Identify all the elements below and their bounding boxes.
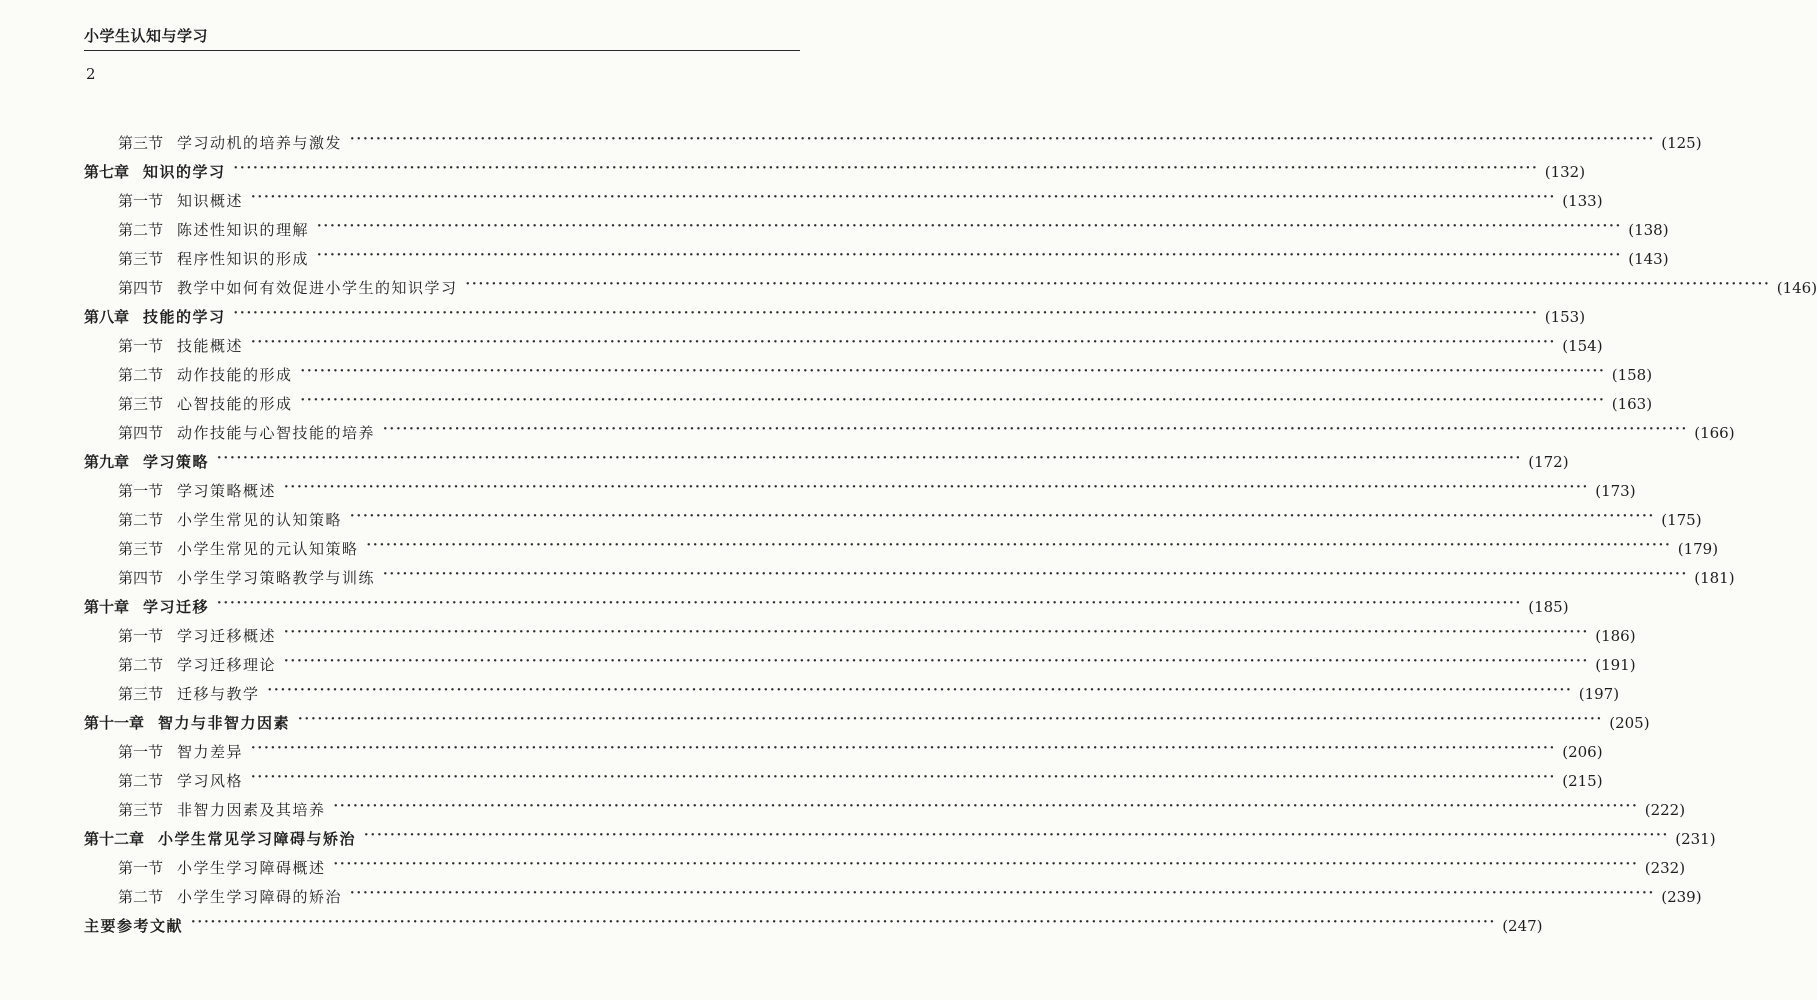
toc-section-row xyxy=(84,472,1636,501)
section-number: 第一节 xyxy=(118,627,164,645)
section-title: 知识概述 xyxy=(177,192,244,210)
dot-leader: ········································································································································································································ xyxy=(333,799,1639,814)
section-number: 第三节 xyxy=(118,250,164,268)
toc-section-row xyxy=(84,646,1636,675)
page-reference: (132) xyxy=(1544,163,1586,181)
section-number: 第二节 xyxy=(118,888,164,906)
dot-leader: ········································································································································································································ xyxy=(298,712,1604,727)
toc-section-row xyxy=(84,675,1620,704)
toc-chapter-row xyxy=(84,820,1716,849)
section-title: 小学生学习障碍的矫治 xyxy=(177,888,343,906)
toc-section-row xyxy=(84,182,1603,211)
section-number: 第四节 xyxy=(118,424,164,442)
page-reference: (175) xyxy=(1661,511,1702,529)
chapter-title: 学习策略 xyxy=(143,453,210,471)
dot-leader: ········································································································································································································ xyxy=(233,161,1539,176)
page-reference: (166) xyxy=(1694,424,1735,442)
toc-section-row xyxy=(84,762,1603,791)
page-reference: (173) xyxy=(1595,482,1636,500)
dot-leader: ········································································································································································································ xyxy=(217,451,1523,466)
dot-leader: ········································································································································································································ xyxy=(251,770,1557,785)
section-title: 非智力因素及其培养 xyxy=(177,801,326,819)
page-reference: (222) xyxy=(1644,801,1686,819)
dot-leader: ········································································································································································································ xyxy=(383,567,1689,582)
section-number: 第三节 xyxy=(118,395,164,413)
section-title: 小学生学习障碍概述 xyxy=(177,859,326,877)
dot-leader: ········································································································································································································ xyxy=(333,857,1639,872)
toc-section-row xyxy=(84,240,1669,269)
header-rule xyxy=(84,50,800,51)
toc-section-row xyxy=(84,211,1669,240)
page-reference: (138) xyxy=(1628,221,1669,239)
dot-leader: ········································································································································································································ xyxy=(300,393,1606,408)
section-number: 第二节 xyxy=(118,221,164,239)
page-reference: (247) xyxy=(1502,917,1543,935)
dot-leader: ········································································································································································································ xyxy=(300,364,1606,379)
dot-leader: ········································································································································································································ xyxy=(284,654,1590,669)
chapter-title: 小学生常见学习障碍与矫治 xyxy=(158,830,357,848)
chapter-title: 学习迁移 xyxy=(143,598,210,616)
page-reference: (215) xyxy=(1562,772,1603,790)
section-number: 第三节 xyxy=(118,134,164,152)
toc-section-row xyxy=(84,530,1719,559)
toc-section-row xyxy=(84,559,1735,588)
dot-leader: ········································································································································································································ xyxy=(366,538,1672,553)
toc-chapter-row xyxy=(84,298,1586,327)
section-number: 第二节 xyxy=(118,366,164,384)
section-title: 动作技能的形成 xyxy=(177,366,293,384)
toc-chapter-row xyxy=(84,704,1650,733)
page-number: 2 xyxy=(86,65,96,83)
toc-section-row xyxy=(84,356,1653,385)
toc-chapter-row xyxy=(84,443,1569,472)
page-reference: (172) xyxy=(1528,453,1569,471)
toc-section-row xyxy=(84,385,1653,414)
section-title: 教学中如何有效促进小学生的知识学习 xyxy=(177,279,458,297)
chapter-number: 第七章 xyxy=(84,163,130,181)
table-of-contents xyxy=(84,124,1817,936)
chapter-number: 第十二章 xyxy=(84,830,145,848)
page-reference: (154) xyxy=(1562,337,1603,355)
section-title: 技能概述 xyxy=(177,337,244,355)
page-reference: (205) xyxy=(1609,714,1650,732)
toc-chapter-row xyxy=(84,153,1586,182)
page-reference: (185) xyxy=(1528,598,1569,616)
toc-section-row xyxy=(84,791,1686,820)
section-title: 迁移与教学 xyxy=(177,685,260,703)
page-reference: (163) xyxy=(1611,395,1653,413)
chapter-title: 智力与非智力因素 xyxy=(158,714,291,732)
toc-section-row xyxy=(84,617,1636,646)
page-reference: (133) xyxy=(1562,192,1603,210)
chapter-number: 第十章 xyxy=(84,598,130,616)
page-reference: (125) xyxy=(1661,134,1702,152)
section-number: 第二节 xyxy=(118,656,164,674)
toc-section-row xyxy=(84,414,1735,443)
toc-chapter-row xyxy=(84,907,1543,936)
section-title: 学习策略概述 xyxy=(177,482,277,500)
section-number: 第二节 xyxy=(118,772,164,790)
toc-section-row xyxy=(84,878,1702,907)
section-number: 第一节 xyxy=(118,192,164,210)
toc-section-row xyxy=(84,733,1603,762)
dot-leader: ········································································································································································································ xyxy=(350,509,1656,524)
toc-section-row xyxy=(84,849,1686,878)
section-title: 学习动机的培养与激发 xyxy=(177,134,343,152)
dot-leader: ········································································································································································································ xyxy=(364,828,1670,843)
toc-section-row xyxy=(84,327,1603,356)
section-number: 第四节 xyxy=(118,279,164,297)
section-number: 第四节 xyxy=(118,569,164,587)
dot-leader: ········································································································································································································ xyxy=(350,886,1656,901)
page-reference: (186) xyxy=(1595,627,1636,645)
section-number: 第三节 xyxy=(118,685,164,703)
page-reference: (232) xyxy=(1644,859,1686,877)
section-number: 第一节 xyxy=(118,482,164,500)
toc-section-row xyxy=(84,501,1702,530)
section-title: 学习迁移概述 xyxy=(177,627,277,645)
page-reference: (239) xyxy=(1661,888,1702,906)
dot-leader: ········································································································································································································ xyxy=(267,683,1573,698)
page-reference: (153) xyxy=(1544,308,1586,326)
toc-section-row xyxy=(84,124,1702,153)
dot-leader: ········································································································································································································ xyxy=(233,306,1539,321)
toc-chapter-row xyxy=(84,588,1569,617)
dot-leader: ········································································································································································································ xyxy=(284,625,1590,640)
dot-leader: ········································································································································································································ xyxy=(284,480,1590,495)
page-reference: (143) xyxy=(1628,250,1669,268)
section-title: 小学生学习策略教学与训练 xyxy=(177,569,376,587)
section-title: 学习风格 xyxy=(177,772,244,790)
toc-section-row xyxy=(84,269,1817,298)
dot-leader: ········································································································································································································ xyxy=(251,190,1557,205)
page-reference: (158) xyxy=(1611,366,1653,384)
section-title: 小学生常见的元认知策略 xyxy=(177,540,359,558)
dot-leader: ········································································································································································································ xyxy=(217,596,1523,611)
page-reference: (191) xyxy=(1595,656,1636,674)
dot-leader: ········································································································································································································ xyxy=(317,219,1623,234)
section-title: 学习迁移理论 xyxy=(177,656,277,674)
section-number: 第三节 xyxy=(118,801,164,819)
dot-leader: ········································································································································································································ xyxy=(465,277,1771,292)
dot-leader: ········································································································································································································ xyxy=(251,335,1557,350)
section-title: 智力差异 xyxy=(177,743,244,761)
chapter-title: 主要参考文献 xyxy=(84,917,184,935)
section-title: 程序性知识的形成 xyxy=(177,250,310,268)
section-number: 第三节 xyxy=(118,540,164,558)
section-title: 动作技能与心智技能的培养 xyxy=(177,424,376,442)
section-number: 第一节 xyxy=(118,859,164,877)
page-reference: (197) xyxy=(1578,685,1620,703)
section-number: 第一节 xyxy=(118,337,164,355)
section-number: 第二节 xyxy=(118,511,164,529)
section-title: 心智技能的形成 xyxy=(177,395,293,413)
dot-leader: ········································································································································································································ xyxy=(350,132,1656,147)
running-header: 小学生认知与学习 xyxy=(84,27,209,45)
dot-leader: ········································································································································································································ xyxy=(191,915,1497,930)
page-reference: (206) xyxy=(1562,743,1603,761)
page-reference: (181) xyxy=(1694,569,1735,587)
dot-leader: ········································································································································································································ xyxy=(383,422,1689,437)
dot-leader: ········································································································································································································ xyxy=(317,248,1623,263)
page-reference: (179) xyxy=(1677,540,1719,558)
section-number: 第一节 xyxy=(118,743,164,761)
dot-leader: ········································································································································································································ xyxy=(251,741,1557,756)
page-reference: (146) xyxy=(1776,279,1817,297)
chapter-number: 第九章 xyxy=(84,453,130,471)
chapter-number: 第八章 xyxy=(84,308,130,326)
page-reference: (231) xyxy=(1675,830,1716,848)
chapter-title: 知识的学习 xyxy=(143,163,226,181)
section-title: 小学生常见的认知策略 xyxy=(177,511,343,529)
chapter-number: 第十一章 xyxy=(84,714,145,732)
section-title: 陈述性知识的理解 xyxy=(177,221,310,239)
chapter-title: 技能的学习 xyxy=(143,308,226,326)
